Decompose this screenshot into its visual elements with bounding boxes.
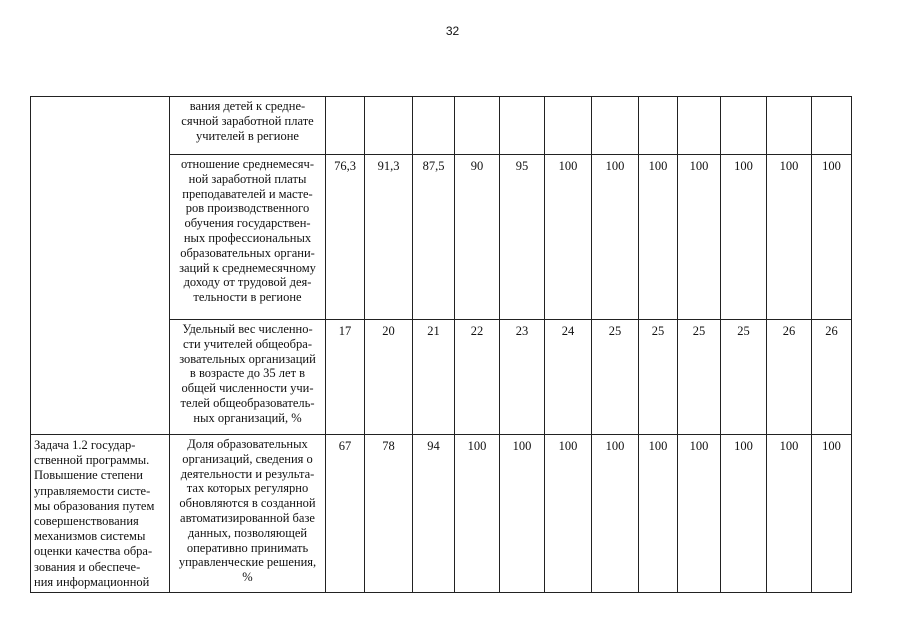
goal-cell (31, 97, 170, 435)
value-cell: 90 (455, 155, 500, 320)
table-row (31, 97, 852, 155)
value-cell: 17 (326, 320, 365, 435)
value-cell: 100 (767, 155, 812, 320)
indicator-table (30, 96, 852, 593)
indicator-cell: отношение среднемесяч- ной заработной платы преподавателей и масте- ров производственного обучения государствен- ных профессиональных образовательных органи- заций к среднемесячному доходу от трудовой дея- тельности в регионе (170, 155, 326, 320)
value-cell: 100 (767, 435, 812, 593)
indicator-cell: Доля образовательных организаций, сведения о деятельности и результа- тах которых регулярно обновляются в созданной автоматизированной базе данных, позволяющей оперативно принимать управленческие решения, % (170, 435, 326, 593)
value-cell: 25 (721, 320, 767, 435)
value-cell: 25 (678, 320, 721, 435)
value-cell (592, 97, 639, 155)
value-cell: 100 (812, 435, 852, 593)
indicator-cell: Удельный вес численно- сти учителей общеобра- зовательных организаций в возрасте до 35 лет в общей численности учи- телей общеобразователь- ных организаций, % (170, 320, 326, 435)
value-cell: 100 (500, 435, 545, 593)
value-cell: 100 (455, 435, 500, 593)
value-cell (721, 97, 767, 155)
value-cell (639, 97, 678, 155)
value-cell: 100 (812, 155, 852, 320)
value-cell (767, 97, 812, 155)
page-number: 32 (445, 24, 460, 38)
value-cell: 100 (678, 155, 721, 320)
goal-cell: Задача 1.2 государ- ственной программы. Повышение степени управляемости систе- мы образования путем совершенствования механизмов системы оценки качества обра- зования и обеспече- ния информационной (31, 435, 170, 593)
value-cell: 24 (545, 320, 592, 435)
value-cell: 21 (413, 320, 455, 435)
value-cell: 20 (365, 320, 413, 435)
value-cell (812, 97, 852, 155)
value-cell: 100 (678, 435, 721, 593)
value-cell: 100 (545, 435, 592, 593)
value-cell: 100 (592, 155, 639, 320)
value-cell (455, 97, 500, 155)
value-cell: 100 (639, 435, 678, 593)
value-cell (500, 97, 545, 155)
value-cell: 26 (812, 320, 852, 435)
value-cell: 100 (545, 155, 592, 320)
value-cell: 78 (365, 435, 413, 593)
value-cell: 100 (592, 435, 639, 593)
value-cell: 22 (455, 320, 500, 435)
indicator-cell: вания детей к средне- сячной заработной плате учителей в регионе (170, 97, 326, 155)
value-cell: 87,5 (413, 155, 455, 320)
value-cell: 95 (500, 155, 545, 320)
value-cell: 67 (326, 435, 365, 593)
value-cell: 100 (721, 155, 767, 320)
value-cell (365, 97, 413, 155)
value-cell (545, 97, 592, 155)
table-row (31, 435, 852, 593)
value-cell: 26 (767, 320, 812, 435)
value-cell: 25 (639, 320, 678, 435)
value-cell (413, 97, 455, 155)
value-cell: 100 (639, 155, 678, 320)
value-cell: 91,3 (365, 155, 413, 320)
value-cell (678, 97, 721, 155)
value-cell: 76,3 (326, 155, 365, 320)
value-cell: 94 (413, 435, 455, 593)
value-cell (326, 97, 365, 155)
value-cell: 100 (721, 435, 767, 593)
value-cell: 23 (500, 320, 545, 435)
value-cell: 25 (592, 320, 639, 435)
